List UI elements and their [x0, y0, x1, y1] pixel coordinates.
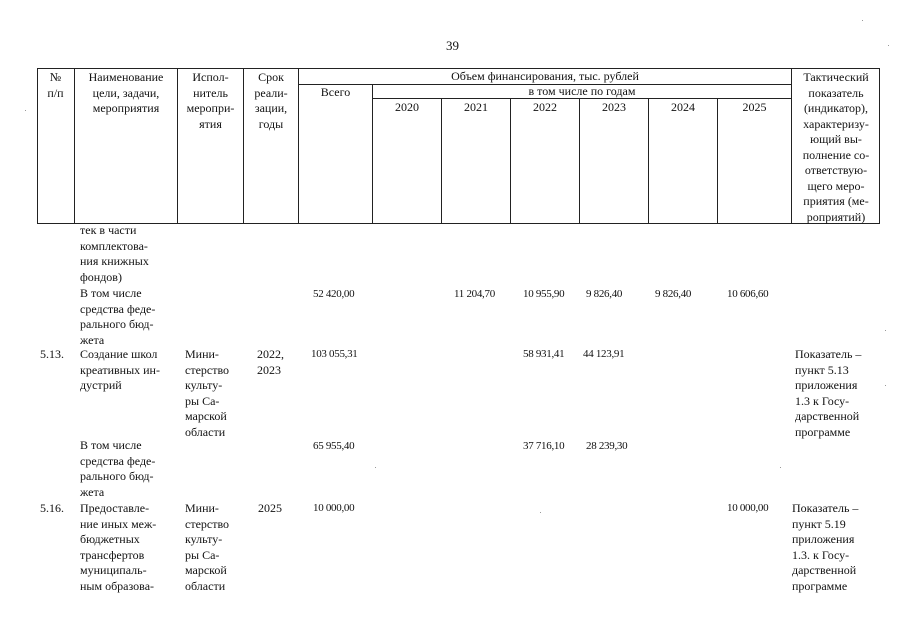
scan-speck [885, 385, 886, 386]
header-num: № п/п [47, 70, 64, 100]
header-divider [579, 98, 580, 224]
fed-budget-1-2022: 10 955,90 [523, 288, 565, 300]
header-by-years: в том числе по годам [528, 84, 636, 98]
page-number: 39 [446, 38, 459, 53]
header-year-2024: 2024 [671, 100, 695, 114]
header-divider [648, 98, 649, 224]
fed-budget-2-name: В том числе средства феде- рального бюд- жета [80, 438, 156, 499]
row-513-name: Создание школ креативных ин- дустрий [80, 347, 160, 392]
fed-budget-1-2021: 11 204,70 [454, 288, 495, 300]
row-513-term: 2022, 2023 [257, 347, 284, 377]
row-513-total: 103 055,31 [311, 348, 358, 360]
fed-budget-1-2024: 9 826,40 [655, 288, 692, 300]
header-year-2022: 2022 [533, 100, 557, 114]
row-516-name: Предоставле- ние иных меж- бюджетных трансфертов муниципаль- ным образова- [80, 501, 157, 593]
fed-budget-2-total: 65 955,40 [313, 440, 355, 452]
row-513-executor: Мини- стерство культу- ры Са- марской области [185, 347, 230, 439]
fed-budget-2-2022: 37 716,10 [523, 440, 565, 452]
row-516-executor: Мини- стерство культу- ры Са- марской области [185, 501, 230, 593]
scan-speck [862, 20, 863, 21]
row-516-indicator: Показатель – пункт 5.19 приложения 1.3. к Госу- дарственной программе [792, 501, 859, 593]
header-divider [441, 98, 442, 224]
scan-speck [375, 467, 376, 468]
scan-speck [780, 467, 781, 468]
header-name: Наименование цели, задачи, мероприятия [88, 70, 164, 115]
row-513-2023: 44 123,91 [583, 348, 625, 360]
row-516-term: 2025 [258, 501, 282, 515]
header-funding: Объем финансирования, тыс. рублей [451, 69, 639, 83]
row-513-2022: 58 931,41 [523, 348, 565, 360]
fed-budget-1-name: В том числе средства феде- рального бюд- жета [80, 286, 156, 347]
header-term: Срок реали- зации, годы [254, 70, 288, 131]
row-516-num: 5.16. [40, 501, 64, 515]
header-divider [510, 98, 511, 224]
row-516-2025: 10 000,00 [727, 502, 769, 514]
row-516-total: 10 000,00 [313, 502, 355, 514]
header-year-2023: 2023 [602, 100, 626, 114]
header-year-2025: 2025 [742, 100, 767, 114]
fed-budget-1-total: 52 420,00 [313, 288, 355, 300]
header-executor: Испол- нитель меропри- ятия [186, 70, 235, 131]
header-year-2021: 2021 [464, 100, 488, 114]
header-indicator: Тактический показатель (индикатор), характеризу- ющий вы- полнение со- ответствую- щего меро- приятия (ме- роприятий) [802, 70, 870, 224]
fed-budget-1-2023: 9 826,40 [586, 288, 623, 300]
scan-speck [888, 45, 889, 46]
scan-speck [25, 110, 26, 111]
row-513-num: 5.13. [40, 347, 64, 361]
scan-speck [885, 330, 886, 331]
header-total: Всего [320, 85, 351, 99]
fed-budget-2-2023: 28 239,30 [586, 440, 628, 452]
continued-name: тек в части комплектова- ния книжных фондов) [80, 223, 149, 284]
header-divider [717, 98, 718, 224]
header-year-2020: 2020 [395, 100, 419, 114]
row-513-indicator: Показатель – пункт 5.13 приложения 1.3 к Госу- дарственной программе [795, 347, 862, 439]
scan-speck [540, 512, 541, 513]
fed-budget-1-2025: 10 606,60 [727, 288, 769, 300]
